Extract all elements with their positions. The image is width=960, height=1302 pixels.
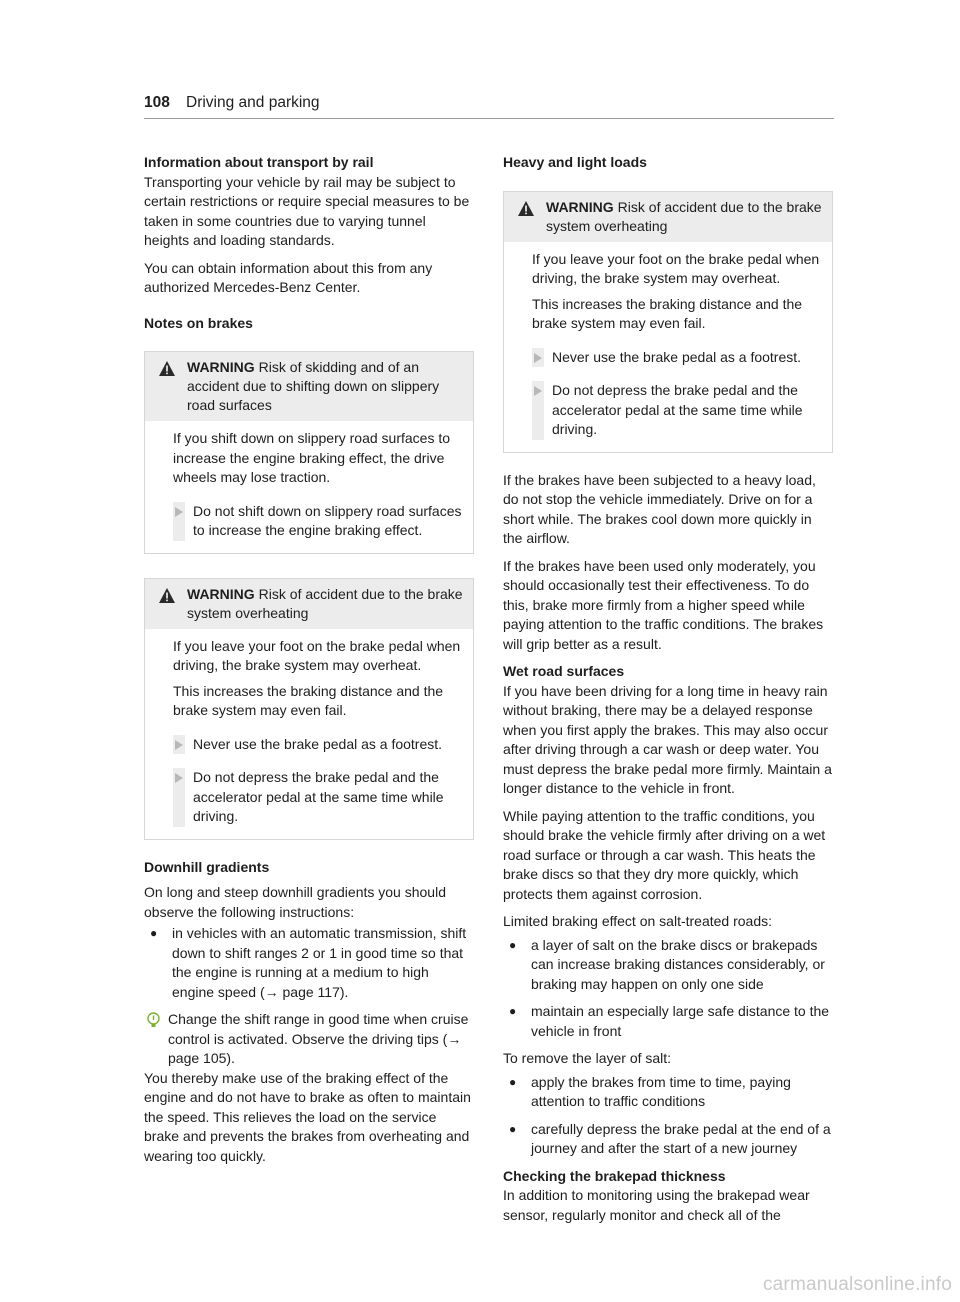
- brakepad-heading: Checking the brakepad thickness: [503, 1167, 726, 1184]
- list-item: [503, 1002, 833, 1041]
- warning-title: Risk of skidding and of an accident due to shifting down on slippery road surfaces: [187, 359, 440, 413]
- list-item-text: carefully depress the brake pedal at the end of a journey and after the start of a new journey: [531, 1120, 831, 1156]
- step-arrow-icon: [534, 386, 542, 396]
- bullet-dot-icon: ●: [509, 937, 517, 952]
- step-text: Never use the brake pedal as a footrest.: [193, 735, 443, 752]
- list-item-text: apply the brakes from time to time, paying attention to traffic conditions: [531, 1073, 791, 1109]
- transport-paragraph-2: You can obtain information about this from any authorized Mercedes-Benz Center.: [144, 259, 433, 295]
- transport-paragraph: Transporting your vehicle by rail may be subject to certain restrictions or require special measures to be taken in some countries due to varying tunnel heights and loading standards.: [144, 173, 470, 248]
- loads-heading: Heavy and light loads: [503, 154, 647, 170]
- step-arrow-icon: [175, 507, 183, 517]
- warning-label: WARNING: [187, 585, 255, 602]
- warning-step: [532, 381, 822, 440]
- list-item-text: a layer of salt on the brake discs or brakepads can increase braking distances considerably, or braking may happen on only one side: [531, 936, 825, 992]
- downhill-heading: Downhill gradients: [144, 858, 270, 875]
- warning-header: [504, 192, 832, 242]
- warning-triangle-icon: [518, 201, 534, 216]
- warning-box-skidding: [144, 351, 474, 554]
- brakepad-paragraph: In addition to monitoring using the brakepad wear sensor, regularly monitor and check all of the: [503, 1187, 810, 1223]
- brakes-heading: Notes on brakes: [144, 314, 253, 331]
- wet-road-paragraph: If you have been driving for a long time in heavy rain without braking, there may be a delayed response when you first apply the brakes. This may also occur after driving through a car wash or deep water. You must depress the brake pedal more firmly. Maintain a longer distance to the vehicle in front.: [503, 682, 832, 796]
- step-text: Do not depress the brake pedal and the accelerator pedal at the same time while driving.: [193, 769, 444, 824]
- warning-body-2: This increases the braking distance and the brake system may even fail.: [173, 682, 444, 718]
- warning-body-2: This increases the braking distance and the brake system may even fail.: [532, 295, 803, 331]
- downhill-outro: You thereby make use of the braking effect of the engine and do not have to brake as often to maintain the speed. This relieves the load on the service brake and prevents the brakes from overheating and wearing too quickly.: [144, 1069, 471, 1164]
- right-column: [503, 153, 833, 1233]
- warning-step: [173, 502, 463, 541]
- warning-body: If you leave your foot on the brake pedal when driving, the brake system may overheat.: [532, 250, 820, 286]
- wet-road-heading: Wet road surfaces: [503, 663, 625, 679]
- list-item: [144, 924, 474, 1002]
- watermark: carmanualsonline.info: [762, 1274, 952, 1295]
- bullet-dot-icon: ●: [509, 1074, 517, 1089]
- transport-heading: Information about transport by rail: [144, 154, 374, 170]
- warning-box-overheating: [503, 191, 833, 453]
- warning-title: Risk of accident due to the brake system overheating: [546, 198, 822, 234]
- list-item: [503, 1120, 833, 1159]
- note-text: Change the shift range in good time when cruise control is activated. Observe the driving tips (→ page 105).: [168, 1011, 469, 1066]
- salt-intro: Limited braking effect on salt-treated roads:: [503, 913, 773, 929]
- page-header: [144, 92, 834, 119]
- info-note: [144, 1010, 474, 1069]
- bullet-dot-icon: ●: [150, 926, 158, 940]
- bullet-dot-icon: ●: [509, 1004, 517, 1018]
- warning-triangle-icon: [159, 588, 175, 603]
- step-arrow-icon: [175, 740, 183, 750]
- warning-box-overheating: [144, 578, 474, 840]
- list-item-text: maintain an especially large safe distance to the vehicle in front: [531, 1003, 830, 1039]
- warning-title: Risk of accident due to the brake system overheating: [187, 585, 463, 621]
- moderate-use-paragraph: If the brakes have been used only moderately, you should occasionally test their effectiveness. To do this, brake more firmly from a higher speed while paying attention to the traffic conditions. The brakes will grip better as a result.: [503, 557, 824, 652]
- warning-body: If you shift down on slippery road surfaces to increase the engine braking effect, the drive wheels may lose traction.: [173, 430, 451, 485]
- warning-header: [145, 352, 473, 421]
- list-item: [503, 1073, 833, 1112]
- warning-step: [173, 768, 463, 827]
- warning-step: [532, 348, 822, 368]
- step-text: Do not depress the brake pedal and the accelerator pedal at the same time while driving.: [552, 382, 803, 437]
- step-text: Do not shift down on slippery road surfaces to increase the engine braking effect.: [193, 502, 462, 538]
- heavy-load-paragraph: If the brakes have been subjected to a heavy load, do not stop the vehicle immediately. Drive on for a short while. The brakes cool down more quickly in the airflow.: [503, 471, 816, 546]
- wet-road-paragraph-2: While paying attention to the traffic conditions, you should brake the vehicle firmly after driving on a wet road surface or through a car wash. This heats the brake discs so that they dry more quickly, which protects them against corrosion.: [503, 807, 826, 902]
- info-note-icon: [144, 1010, 168, 1069]
- warning-header: [145, 579, 473, 629]
- step-arrow-icon: [175, 773, 183, 783]
- step-arrow-icon: [534, 353, 542, 363]
- section-title: Driving and parking: [186, 94, 320, 111]
- list-item: [503, 936, 833, 995]
- downhill-intro: On long and steep downhill gradients you should observe the following instructions:: [144, 884, 446, 920]
- remove-salt-intro: To remove the layer of salt:: [503, 1050, 672, 1066]
- step-text: Never use the brake pedal as a footrest.: [552, 348, 802, 365]
- warning-body: If you leave your foot on the brake pedal when driving, the brake system may overheat.: [173, 637, 461, 673]
- warning-label: WARNING: [187, 359, 255, 375]
- warning-triangle-icon: [159, 361, 175, 376]
- warning-label: WARNING: [546, 198, 614, 215]
- warning-step: [173, 735, 463, 755]
- page-number: 108: [144, 94, 170, 111]
- bullet-dot-icon: ●: [509, 1121, 517, 1136]
- left-column: [144, 153, 474, 1174]
- list-item-text: in vehicles with an automatic transmission, shift down to shift ranges 2 or 1 in good time so that the engine is running at a medium to high engine speed (→ page 117).: [172, 925, 467, 1000]
